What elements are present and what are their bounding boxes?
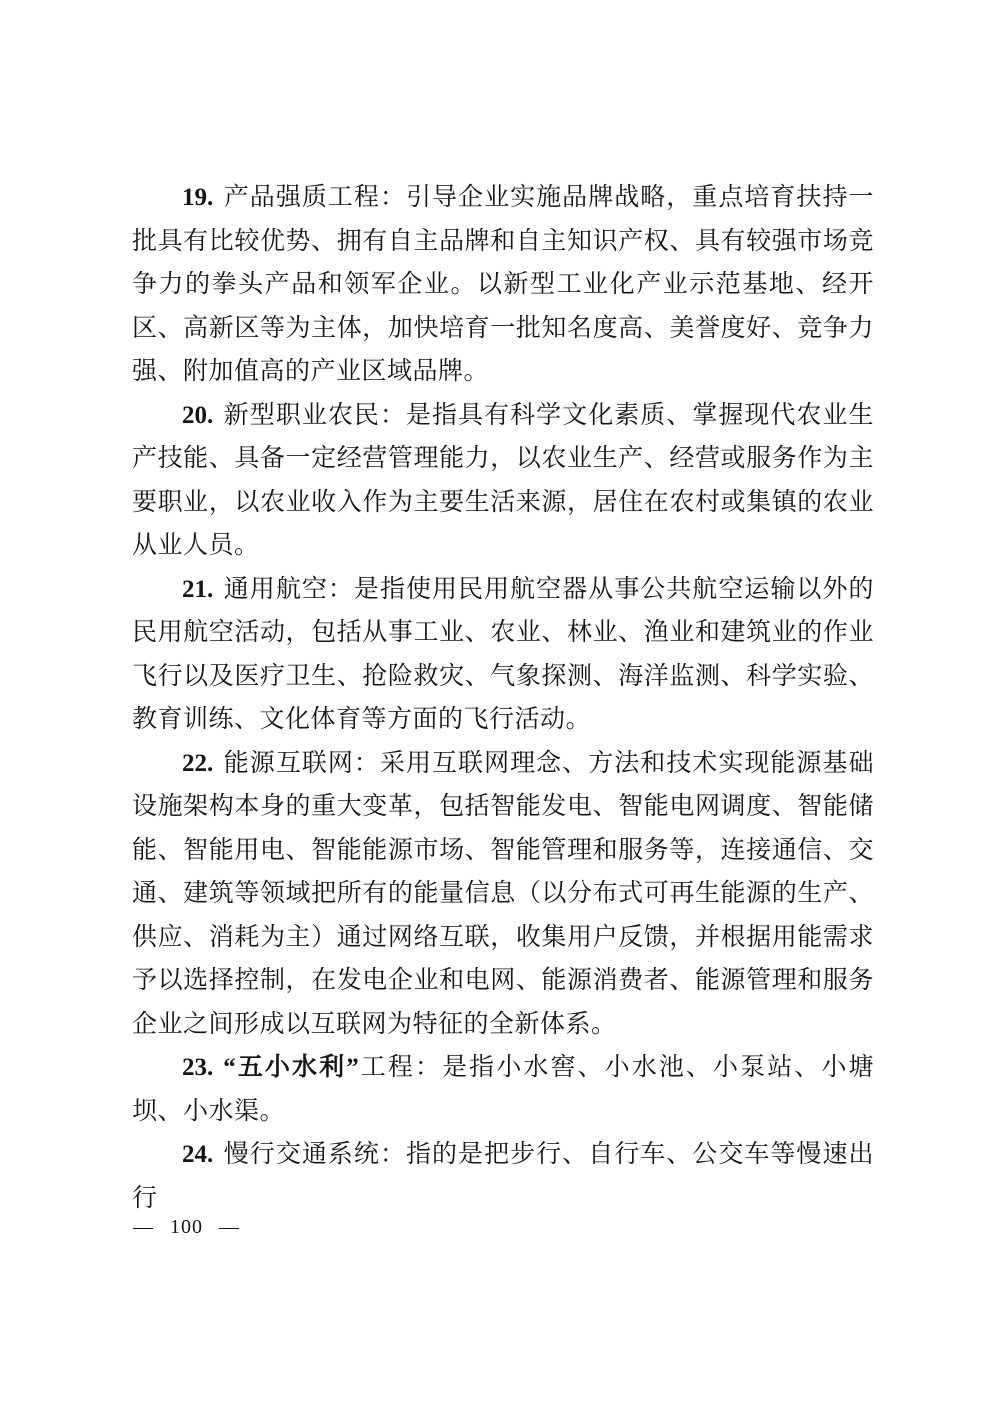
paragraph-text: 慢行交通系统：指的是把步行、自行车、公交车等慢速出行 (132, 1141, 874, 1212)
paragraph-21 (132, 568, 874, 742)
paragraph-number: 19. (182, 184, 214, 211)
paragraph-text: 产品强质工程：引导企业实施品牌战略，重点培育扶持一批具有比较优势、拥有自主品牌和自主知识产权、具有较强市场竞争力的拳头产品和领军企业。以新型工业化产业示范基地、经开区、高新区等为主体，加快培育一批知名度高、美誉度好、竞争力强、附加值高的产业区域品牌。 (132, 184, 874, 385)
paragraph-text: 工程：是指小水窖、小水池、小泵站、小塘坝、小水渠。 (132, 1054, 874, 1125)
paragraph-number: 22. (182, 749, 214, 777)
paragraph-text: “五小水利” (223, 1054, 360, 1081)
document-body (132, 176, 874, 1220)
paragraph-text: 能源互联网：采用互联网理念、方法和技术实现能源基础设施架构本身的重大变革，包括智能发电、智能电网调度、智能储能、智能用电、智能能源市场、智能管理和服务等，连接通信、交通、建筑等领域把所有的能量信息（以分布式可再生能源的生产、供应、消耗为主）通过网络互联，收集用户反馈，并根据用能需求予以选择控制，在发电企业和电网、能源消费者、能源管理和服务企业之间形成以互联网为特征的全新体系。 (132, 749, 874, 1038)
paragraph-number: 20. (182, 401, 214, 429)
paragraph-20 (132, 394, 874, 568)
page-number: — 100 — (133, 1216, 240, 1238)
paragraph-24 (132, 1133, 874, 1220)
paragraph-number: 24. (182, 1141, 214, 1168)
paragraph-text: 新型职业农民：是指具有科学文化素质、掌握现代农业生产技能、具备一定经营管理能力，以农业生产、经营或服务作为主要职业，以农业收入作为主要生活来源，居住在农村或集镇的农业从业人员。 (132, 401, 874, 559)
paragraph-19 (132, 176, 874, 394)
paragraph-text: 通用航空：是指使用民用航空器从事公共航空运输以外的民用航空活动，包括从事工业、农业、林业、渔业和建筑业的作业飞行以及医疗卫生、抢险救灾、气象探测、海洋监测、科学实验、教育训练、文化体育等方面的飞行活动。 (132, 575, 874, 733)
paragraph-23 (132, 1046, 874, 1133)
page-footer (133, 1212, 240, 1242)
paragraph-number: 23. (182, 1054, 214, 1081)
paragraph-number: 21. (182, 575, 214, 603)
paragraph-22 (132, 742, 874, 1047)
